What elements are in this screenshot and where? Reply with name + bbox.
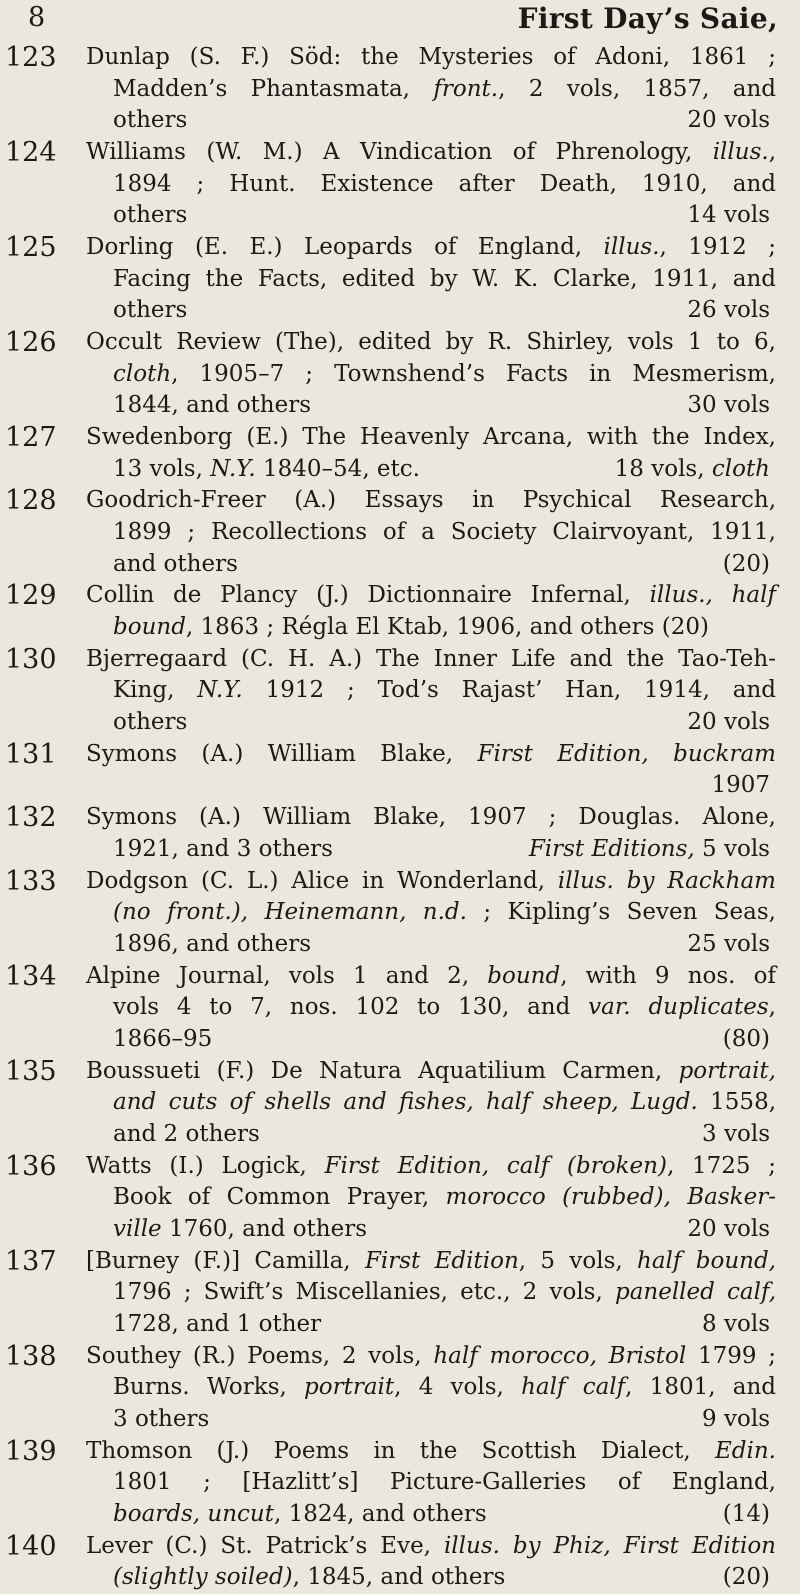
description-line <box>86 105 776 137</box>
text-run: cloth <box>113 360 172 387</box>
lot-entry <box>0 1151 780 1246</box>
text-run: Williams (W. M.) A Vindication of Phrenology, <box>86 139 713 165</box>
text-run: , 5 vols, <box>518 1247 638 1274</box>
text-run: front. <box>433 75 499 102</box>
text-run: and others <box>113 550 238 577</box>
description-line <box>86 232 776 264</box>
lot-description <box>86 802 776 865</box>
lot-description <box>86 232 776 327</box>
text-run: 1840–54, etc. <box>255 455 420 482</box>
text-run: vols 4 to 7, nos. 102 to 130, and <box>113 994 589 1021</box>
lot-quantity: 1907 <box>711 772 770 799</box>
text-run: 1796 ; Swift’s Miscellanies, etc., 2 vols, <box>113 1279 615 1306</box>
description-line <box>86 1246 776 1278</box>
description-line <box>86 1341 776 1373</box>
lot-quantity: 9 vols <box>702 1405 770 1432</box>
lot-number: 136 <box>5 1150 57 1182</box>
text-run: 1844, and others <box>113 392 312 419</box>
text-run: N.Y. <box>197 677 243 704</box>
text-run: King, <box>113 677 198 704</box>
text-run: 1866–95 <box>113 1025 213 1052</box>
lot-number: 138 <box>5 1340 57 1372</box>
text-run: Swedenborg (E.) The Heavenly Arcana, with the Index, <box>86 424 776 450</box>
text-run: Dodgson (C. L.) Alice in Wonderland, <box>86 867 558 894</box>
text-run: var. duplicates <box>588 994 769 1021</box>
description-line <box>86 1056 776 1088</box>
lot-description <box>86 1246 776 1341</box>
text-run: , 4 vols, <box>394 1374 522 1401</box>
description-line <box>86 1436 776 1468</box>
text-run: 1799 ; <box>686 1342 776 1369</box>
text-run: , with 9 nos. of <box>560 962 777 989</box>
text-run: , 1824, and others <box>274 1500 487 1527</box>
text-run: First Edition, calf (broken) <box>324 1152 667 1179</box>
description-line <box>86 1372 776 1404</box>
text-run: 1801 ; [Hazlitt’s] Picture-Galleries of England, <box>113 1469 776 1496</box>
text-run: Dunlap (S. F.) Söd: the Mysteries of Adoni, 1861 ; <box>86 44 776 70</box>
lot-quantity: 26 vols <box>687 297 770 324</box>
lot-description <box>86 1436 776 1531</box>
description-line <box>86 675 776 707</box>
lot-description <box>86 327 776 422</box>
text-run: bound <box>113 613 186 640</box>
text-run: , 1905–7 ; Townshend’s Facts in Mesmerism, <box>171 360 776 387</box>
lot-number: 129 <box>5 580 57 612</box>
text-run: bound <box>487 962 561 989</box>
lot-quantity: (20) <box>722 550 770 577</box>
text-run: , 1845, and others <box>292 1564 506 1591</box>
lot-quantity: (14) <box>722 1500 770 1527</box>
lot-entry <box>0 739 780 802</box>
lot-quantity: 20 vols <box>687 1215 770 1242</box>
text-run: , 1863 ; Régla El Ktab, 1906, and others (20) <box>185 613 709 640</box>
lot-number: 134 <box>5 960 57 992</box>
lot-quantity: 20 vols <box>687 708 770 735</box>
text-run: 1896, and others <box>113 930 312 957</box>
lot-number: 131 <box>5 738 57 770</box>
lot-quantity: 3 vols <box>702 1120 770 1147</box>
text-run: others <box>113 107 188 134</box>
text-run: half calf <box>521 1374 626 1401</box>
text-run: , 1912 ; <box>659 234 776 260</box>
text-run: panelled calf, <box>614 1279 776 1306</box>
description-line <box>86 961 776 993</box>
lot-entry <box>0 644 780 739</box>
text-run: others <box>113 202 188 229</box>
lot-number: 128 <box>5 485 57 517</box>
description-line <box>86 644 776 676</box>
lot-entry <box>0 327 780 422</box>
lot-description <box>86 866 776 961</box>
text-run: Goodrich-Freer (A.) Essays in Psychical Research, <box>86 487 776 514</box>
text-run: Lever (C.) St. Patrick’s Eve, <box>86 1532 444 1559</box>
text-run: N.Y. <box>210 455 256 482</box>
text-run: half morocco, Bristol <box>433 1342 687 1369</box>
lot-number: 137 <box>5 1245 57 1277</box>
lot-number: 140 <box>5 1530 57 1562</box>
description-line <box>86 1214 776 1246</box>
lot-description <box>86 137 776 232</box>
description-line <box>86 517 776 549</box>
text-run: Burns. Works, <box>113 1374 305 1401</box>
text-run: 1899 ; Recollections of a Society Clairvoyant, 1911, <box>113 518 776 545</box>
lot-entry <box>0 232 780 327</box>
text-run: 1894 ; Hunt. Existence after Death, 1910, and <box>113 170 776 197</box>
lot-description <box>86 580 776 643</box>
text-run: morocco (rubbed), Basker- <box>445 1184 777 1211</box>
text-run: 1728, and 1 other <box>113 1310 322 1337</box>
text-run: Edin. <box>715 1437 776 1464</box>
text-run: (no front.), Heinemann, n.d. <box>113 899 467 926</box>
text-run: (slightly soiled) <box>113 1564 293 1591</box>
text-run: ville <box>113 1215 162 1242</box>
description-line <box>86 327 776 359</box>
description-line <box>86 359 776 391</box>
text-run: illus. <box>712 139 769 165</box>
description-line <box>86 739 776 771</box>
description-line <box>86 1024 776 1056</box>
text-run: Symons (A.) William Blake, 1907 ; Douglas. Alone, <box>86 804 776 831</box>
lot-number: 127 <box>5 422 57 453</box>
description-line <box>86 929 776 961</box>
lot-entry <box>0 1056 780 1151</box>
text-run: ; Kipling’s Seven Seas, <box>466 899 776 926</box>
lot-number: 132 <box>5 802 57 834</box>
text-run: 1558, <box>697 1089 777 1116</box>
text-run: Madden’s Phantasmata, <box>113 75 434 102</box>
lot-number: 135 <box>5 1055 57 1087</box>
description-line <box>86 1404 776 1436</box>
description-line <box>86 612 776 644</box>
lot-entry <box>0 422 780 485</box>
lot-number: 126 <box>5 327 57 358</box>
text-run: 1921, and 3 others <box>113 835 333 862</box>
text-run: First Edition, buckram <box>477 740 776 767</box>
text-run: Book of Common Prayer, <box>113 1184 446 1211</box>
text-run: Southey (R.) Poems, 2 vols, <box>86 1342 434 1369</box>
lot-description <box>86 485 776 580</box>
lot-entry <box>0 137 780 232</box>
lot-quantity: 25 vols <box>687 930 770 957</box>
lot-description <box>86 422 776 485</box>
lot-quantity: (20) <box>722 1564 770 1591</box>
description-line <box>86 454 776 486</box>
description-line <box>86 264 776 296</box>
text-run: portrait, <box>678 1057 776 1084</box>
lot-description <box>86 1341 776 1436</box>
description-line <box>86 1499 776 1531</box>
lot-entry <box>0 1341 780 1436</box>
description-line <box>86 897 776 929</box>
description-line <box>86 1467 776 1499</box>
running-title: First Day’s Saie, <box>517 2 778 35</box>
description-line <box>86 1562 776 1594</box>
text-run: [Burney (F.)] Camilla, <box>86 1247 365 1274</box>
description-line <box>86 1277 776 1309</box>
text-run: , 2 vols, 1857, and <box>498 75 777 102</box>
lot-number: 124 <box>5 137 57 168</box>
lot-description <box>86 1056 776 1151</box>
text-run: First Edition <box>364 1247 519 1274</box>
lot-quantity: (80) <box>722 1025 770 1052</box>
text-run: and cuts of shells and fishes, half sheep, Lugd. <box>113 1089 698 1116</box>
lot-quantity: 18 vols, cloth <box>614 455 770 482</box>
lot-entry <box>0 1436 780 1531</box>
lot-entry <box>0 961 780 1056</box>
description-line <box>86 580 776 612</box>
text-run: , <box>768 139 776 165</box>
text-run: boards, uncut <box>113 1500 274 1527</box>
text-run: illus. by Rackham <box>557 867 776 894</box>
lot-entry <box>0 866 780 961</box>
text-run: others <box>113 708 188 735</box>
text-run: , 1725 ; <box>666 1152 777 1179</box>
text-run: illus. by Phiz, First Edition <box>443 1532 776 1559</box>
text-run: Symons (A.) William Blake, <box>86 740 478 767</box>
description-line <box>86 1119 776 1151</box>
lot-description <box>86 961 776 1056</box>
text-run: illus., half <box>649 582 776 609</box>
description-line <box>86 200 776 232</box>
lot-number: 125 <box>5 232 57 263</box>
description-line <box>86 42 776 74</box>
lot-entry <box>0 580 780 643</box>
lot-quantity: 8 vols <box>702 1310 770 1337</box>
description-line <box>86 1182 776 1214</box>
text-run: portrait <box>304 1374 395 1401</box>
text-run: 3 others <box>113 1405 210 1432</box>
description-line <box>86 770 776 802</box>
text-run: half bound, <box>637 1247 776 1274</box>
description-line <box>86 485 776 517</box>
description-line <box>86 707 776 739</box>
lot-description <box>86 42 776 137</box>
description-line <box>86 549 776 581</box>
description-line <box>86 1531 776 1563</box>
text-run: 1760, and others <box>161 1215 368 1242</box>
page-number: 8 <box>28 2 46 33</box>
text-run: Dorling (E. E.) Leopards of England, <box>86 234 604 260</box>
text-run: Thomson (J.) Poems in the Scottish Dialect, <box>86 1437 715 1464</box>
description-line <box>86 295 776 327</box>
lot-quantity: 14 vols <box>687 202 770 229</box>
text-run: 1912 ; Tod’s Rajast’ Han, 1914, and <box>242 677 776 704</box>
lot-number: 133 <box>5 865 57 897</box>
text-run: others <box>113 297 188 324</box>
lot-quantity: 20 vols <box>687 107 770 134</box>
lot-entry <box>0 1531 780 1594</box>
lot-quantity: 30 vols <box>687 392 770 419</box>
description-line <box>86 74 776 106</box>
text-run: Watts (I.) Logick, <box>86 1152 325 1179</box>
lot-description <box>86 1531 776 1594</box>
lot-number: 130 <box>5 643 57 675</box>
lot-number: 123 <box>5 42 57 73</box>
description-line <box>86 169 776 201</box>
text-run: Facing the Facts, edited by W. K. Clarke, 1911, and <box>113 265 776 292</box>
description-line <box>86 137 776 169</box>
text-run: Collin de Plancy (J.) Dictionnaire Infernal, <box>86 582 650 609</box>
lot-entry <box>0 42 780 137</box>
description-line <box>86 834 776 866</box>
text-run: Bjerregaard (C. H. A.) The Inner Life and the Tao-Teh- <box>86 645 776 672</box>
lot-description <box>86 739 776 802</box>
description-line <box>86 390 776 422</box>
lot-entry <box>0 485 780 580</box>
text-run: Boussueti (F.) De Natura Aquatilium Carmen, <box>86 1057 679 1084</box>
lot-number: 139 <box>5 1435 57 1467</box>
text-run: Occult Review (The), edited by R. Shirley, vols 1 to 6, <box>86 329 776 355</box>
lot-description <box>86 644 776 739</box>
lot-entry <box>0 1246 780 1341</box>
text-run: , 1801, and <box>625 1374 776 1401</box>
description-line <box>86 422 776 454</box>
text-run: , <box>768 994 776 1021</box>
text-run: 13 vols, <box>113 455 211 482</box>
description-line <box>86 992 776 1024</box>
lot-entry <box>0 802 780 865</box>
description-line <box>86 1087 776 1119</box>
lot-quantity: First Editions, 5 vols <box>528 835 770 862</box>
description-line <box>86 1151 776 1183</box>
text-run: Alpine Journal, vols 1 and 2, <box>86 962 488 989</box>
text-run: illus. <box>603 234 660 260</box>
text-run: and 2 others <box>113 1120 260 1147</box>
description-line <box>86 866 776 898</box>
description-line <box>86 802 776 834</box>
lot-description <box>86 1151 776 1246</box>
